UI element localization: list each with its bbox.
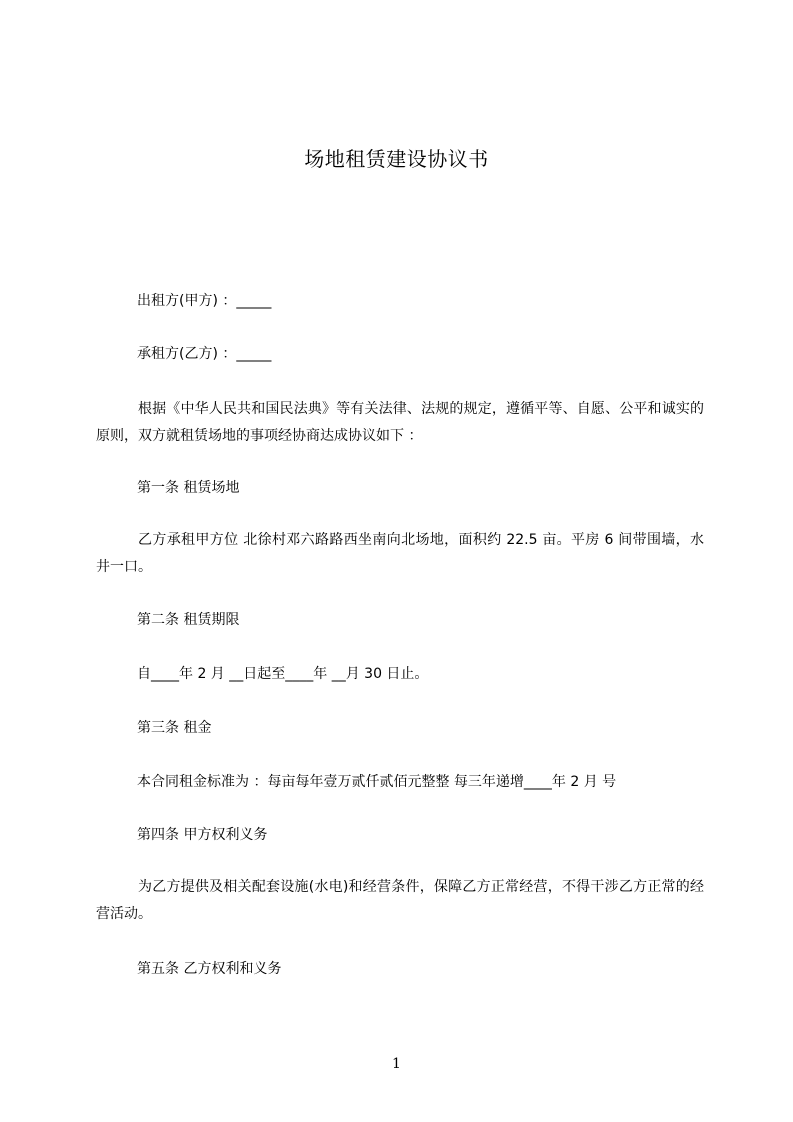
lessor-line: 出租方(甲方) ：_____ — [137, 293, 272, 309]
article-3-heading: 第三条 租金 — [137, 720, 212, 736]
article-2-text: 自____年 2 月 __日起至____年 __月 30 日止。 — [137, 666, 429, 682]
article-4-heading: 第四条 甲方权利义务 — [137, 827, 268, 843]
document-title: 场地租赁建设协议书 — [304, 147, 489, 171]
article-2-heading: 第二条 租赁期限 — [137, 612, 240, 628]
article-5-heading: 第五条 乙方权利和义务 — [137, 961, 282, 977]
page-number: 1 — [392, 1056, 401, 1072]
article-3-text: 本合同租金标准为 ：每亩每年壹万贰仟贰佰元整整 每三年递增____年 2 月 号 — [137, 774, 617, 790]
preamble-paragraph: 根据《中华人民共和国民法典》等有关法律、法规的规定，遵循平等、自愿、公平和诚实的原则，双方就租赁场地的事项经协商达成协议如下 ： — [96, 401, 704, 444]
lessee-line: 承租方(乙方) ：_____ — [137, 346, 272, 362]
article-1-heading: 第一条 租赁场地 — [137, 480, 240, 496]
article-4-text: 为乙方提供及相关配套设施(水电)和经营条件，保障乙方正常经营，不得干涉乙方正常的经营活动。 — [96, 879, 704, 922]
article-1-text: 乙方承租甲方位 北徐村邓六路路西坐南向北场地，面积约 22.5 亩。平房 6 间带围墙，水井一口。 — [96, 532, 704, 575]
